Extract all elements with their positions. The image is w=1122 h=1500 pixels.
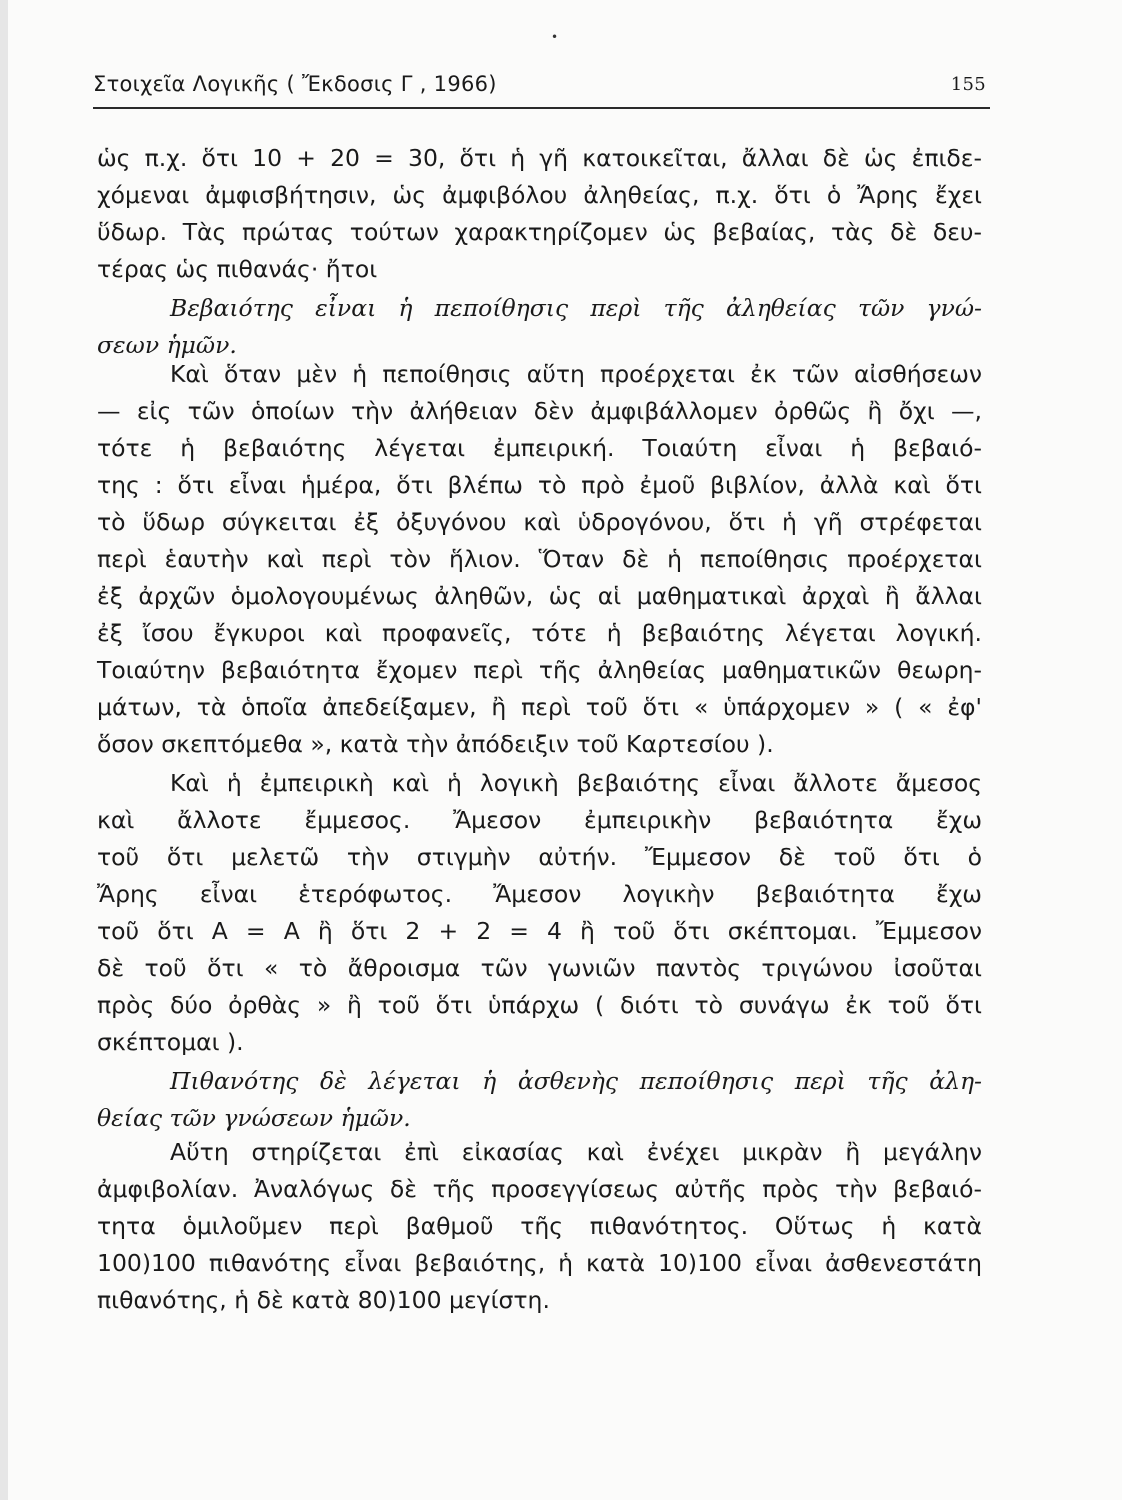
text-line: ἀμφιβολίαν. Ἀναλόγως δὲ τῆς προσεγγίσεως αὐτῆς πρὸς τὴν βεβαιό- [97, 1175, 982, 1203]
text-line: τητα ὁμιλοῦμεν περὶ βαθμοῦ τῆς πιθανότητος. Οὕτως ἡ κατὰ [97, 1212, 982, 1240]
text-line: της : ὅτι εἶναι ἡμέρα, ὅτι βλέπω τὸ πρὸ ἐμοῦ βιβλίον, ἀλλὰ καὶ ὅτι [97, 471, 982, 499]
text-line: δὲ τοῦ ὅτι « τὸ ἄθροισμα τῶν γωνιῶν παντὸς τριγώνου ἰσοῦται [97, 954, 982, 982]
text-line: τότε ἡ βεβαιότης λέγεται ἐμπειρική. Τοιαύτη εἶναι ἡ βεβαιό- [97, 434, 982, 462]
text-line: Ἄρης εἶναι ἑτερόφωτος. Ἄμεσον λογικὴν βεβαιότητα ἔχω [97, 880, 982, 908]
definition-line: Πιθανότης δὲ λέγεται ἡ ἀσθενὴς πεποίθησις περὶ τῆς ἀλη- [170, 1067, 982, 1095]
text-line: περὶ ἑαυτὴν καὶ περὶ τὸν ἥλιον. Ὅταν δὲ ἡ πεποίθησις προέρχεται [97, 545, 982, 573]
text-line: τὸ ὕδωρ σύγκειται ἐξ ὀξυγόνου καὶ ὑδρογόνου, ὅτι ἡ γῆ στρέφεται [97, 508, 982, 536]
page-number: 155 [950, 74, 986, 95]
text-line: τοῦ ὅτι Α = Α ἢ ὅτι 2 + 2 = 4 ἢ τοῦ ὅτι σκέπτομαι. Ἔμμεσον [97, 917, 982, 945]
text-line: 100)100 πιθανότης εἶναι βεβαιότης, ἡ κατὰ 10)100 εἶναι ἀσθενεστάτη [97, 1249, 982, 1277]
header-rule [93, 107, 990, 109]
text-line: — εἰς τῶν ὁποίων τὴν ἀλήθειαν δὲν ἀμφιβάλλομεν ὀρθῶς ἢ ὄχι —, [97, 397, 982, 425]
text-line: ὡς π.χ. ὅτι 10 + 20 = 30, ὅτι ἡ γῆ κατοικεῖται, ἄλλαι δὲ ὡς ἐπιδε- [97, 144, 982, 172]
binding-shadow [0, 0, 8, 1500]
print-speck: • [551, 30, 559, 44]
text-line: Καὶ ἡ ἐμπειρικὴ καὶ ἡ λογικὴ βεβαιότης εἶναι ἄλλοτε ἄμεσος [170, 769, 982, 797]
running-head [93, 72, 990, 102]
text-line: μάτων, τὰ ὁποῖα ἀπεδείξαμεν, ἢ περὶ τοῦ ὅτι « ὑπάρχομεν » ( « ἐφ' [97, 693, 982, 721]
definition-line: Βεβαιότης εἶναι ἡ πεποίθησις περὶ τῆς ἀληθείας τῶν γνώ- [170, 294, 982, 322]
text-line: χόμεναι ἀμφισβήτησιν, ὡς ἀμφιβόλου ἀληθείας, π.χ. ὅτι ὁ Ἄρης ἔχει [97, 181, 982, 209]
text-line: ὕδωρ. Τὰς πρώτας τούτων χαρακτηρίζομεν ὡς βεβαίας, τὰς δὲ δευ- [97, 218, 982, 246]
text-line: πρὸς δύο ὀρθὰς » ἢ τοῦ ὅτι ὑπάρχω ( διότι τὸ συνάγω ἐκ τοῦ ὅτι [97, 991, 982, 1019]
text-line: Αὕτη στηρίζεται ἐπὶ εἰκασίας καὶ ἐνέχει μικρὰν ἢ μεγάλην [170, 1138, 982, 1166]
text-line: ἐξ ἴσου ἔγκυροι καὶ προφανεῖς, τότε ἡ βεβαιότης λέγεται λογική. [97, 619, 982, 647]
text-line: τέρας ὡς πιθανάς· ἤτοι [97, 255, 378, 283]
running-head-title: Στοιχεῖα Λογικῆς ( Ἔκδοσις Γ , 1966) [93, 72, 497, 96]
text-line: ὅσον σκεπτόμεθα », κατὰ τὴν ἀπόδειξιν τοῦ Καρτεσίου ). [97, 730, 774, 758]
text-line: Καὶ ὅταν μὲν ἡ πεποίθησις αὕτη προέρχεται ἐκ τῶν αἰσθήσεων [170, 360, 982, 388]
text-line: Τοιαύτην βεβαιότητα ἔχομεν περὶ τῆς ἀληθείας μαθηματικῶν θεωρη- [97, 656, 982, 684]
definition-line: σεων ἡμῶν. [97, 331, 237, 359]
definition-line: θείας τῶν γνώσεων ἡμῶν. [97, 1104, 411, 1132]
text-line: πιθανότης, ἡ δὲ κατὰ 80)100 μεγίστη. [97, 1286, 550, 1314]
text-line: καὶ ἄλλοτε ἔμμεσος. Ἄμεσον ἐμπειρικὴν βεβαιότητα ἔχω [97, 806, 982, 834]
text-line: τοῦ ὅτι μελετῶ τὴν στιγμὴν αὐτήν. Ἔμμεσον δὲ τοῦ ὅτι ὁ [97, 843, 982, 871]
text-line: σκέπτομαι ). [97, 1028, 244, 1056]
text-line: ἐξ ἀρχῶν ὁμολογουμένως ἀληθῶν, ὡς αἱ μαθηματικαὶ ἀρχαὶ ἢ ἄλλαι [97, 582, 982, 610]
